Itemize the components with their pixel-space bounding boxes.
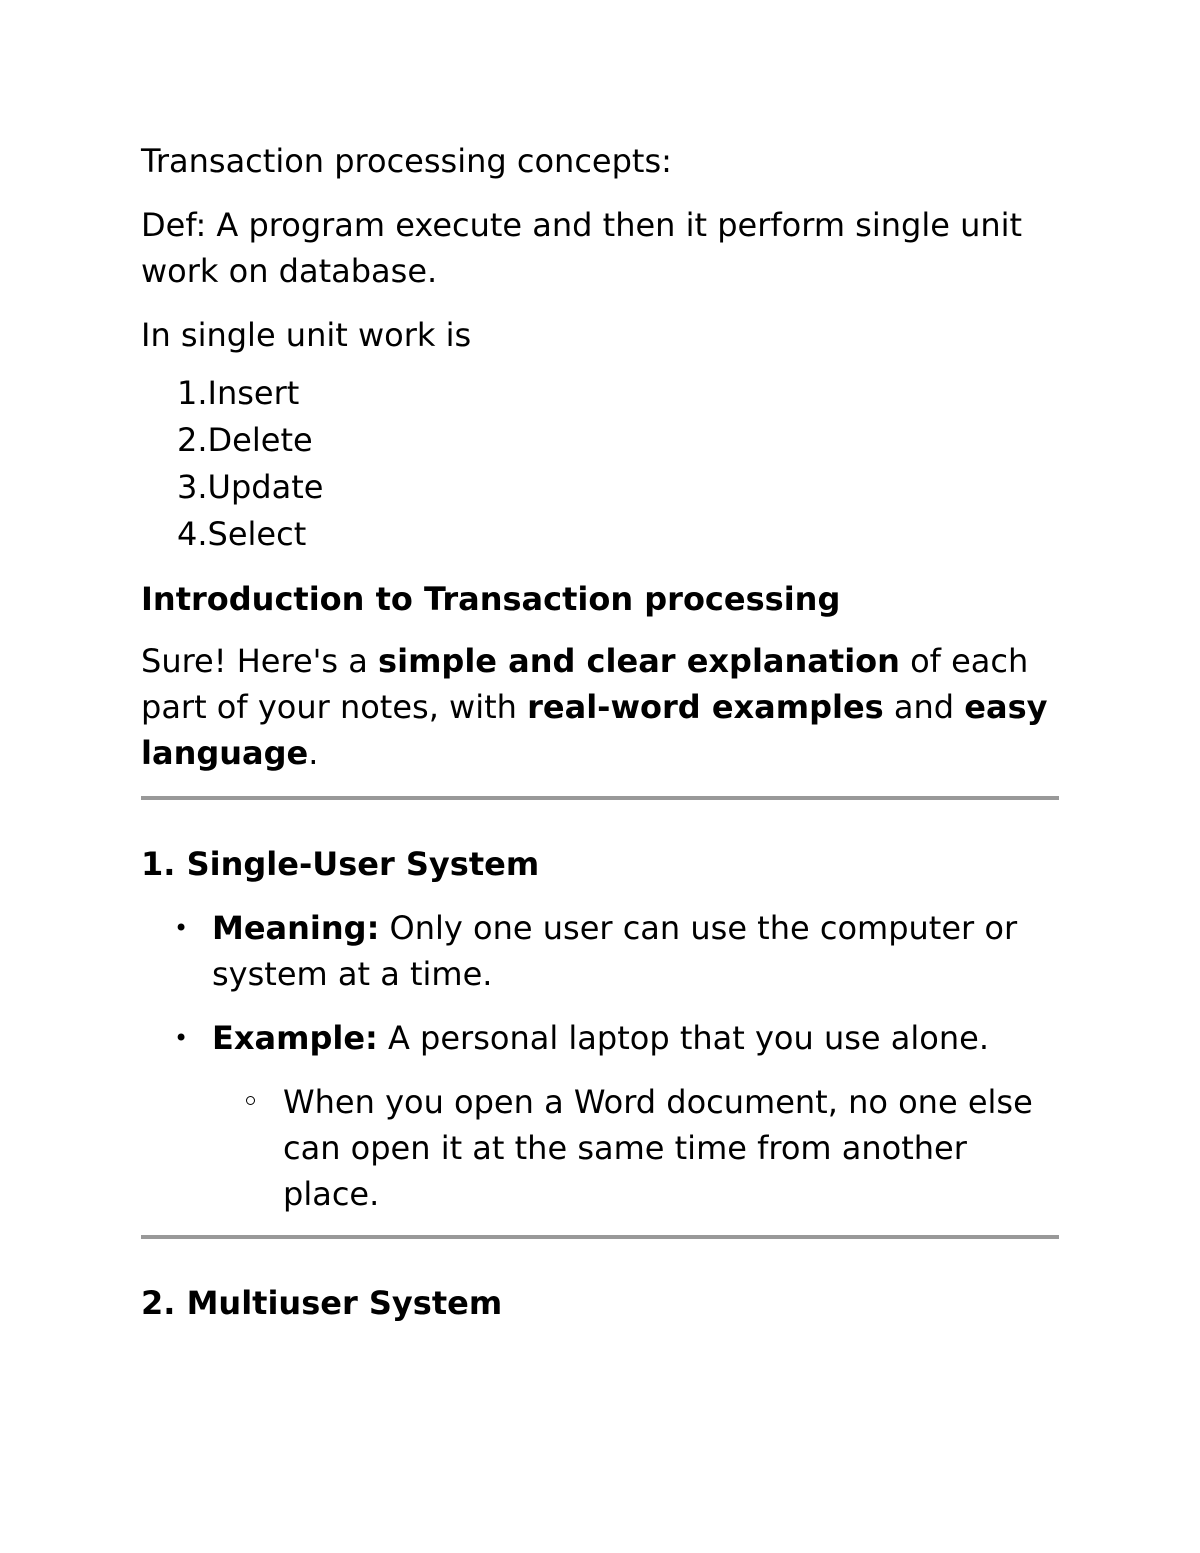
definition-text: Def: A program execute and then it perform single unit work on database. xyxy=(141,206,1023,290)
intro-paragraph xyxy=(141,638,1059,776)
intro-bold-part: easy language xyxy=(141,688,1048,772)
operation-item: 4.Select xyxy=(177,515,307,553)
sub-bullet-text: When you open a Word document, no one else can open it at the same time from another place. xyxy=(283,1083,1033,1213)
section-heading-multiuser: 2. Multiuser System xyxy=(141,1284,503,1322)
section-divider xyxy=(141,1235,1059,1239)
intro-bold-part: real-word examples xyxy=(527,688,884,726)
document-page xyxy=(141,138,1059,1344)
operation-item: 3.Update xyxy=(177,468,324,506)
operations-list xyxy=(141,370,1059,558)
intro-text-part: and xyxy=(883,688,965,726)
document-title: Transaction processing concepts: xyxy=(141,142,672,180)
bullet-text: Only one user can use the computer or system at a time. xyxy=(212,909,1018,993)
sub-bullet-item xyxy=(212,1079,1059,1217)
bullet-label: Example: xyxy=(212,1019,378,1057)
bullet-text: A personal laptop that you use alone. xyxy=(377,1019,989,1057)
single-user-bullets xyxy=(141,905,1059,1217)
intro-text-part: of each part of your notes, with xyxy=(141,642,1029,726)
intro-heading: Introduction to Transaction processing xyxy=(141,580,841,618)
bullet-example xyxy=(141,1015,1059,1217)
intro-bold-part: simple and clear explanation xyxy=(378,642,900,680)
hollow-bullet-icon xyxy=(246,1096,255,1105)
example-sub-bullets xyxy=(212,1079,1059,1217)
section-divider xyxy=(141,796,1059,800)
single-unit-intro: In single unit work is xyxy=(141,316,472,354)
intro-text-part: . xyxy=(308,734,319,772)
operation-item: 2.Delete xyxy=(177,421,313,459)
bullet-dot-icon: • xyxy=(174,1024,189,1052)
bullet-label: Meaning: xyxy=(212,909,380,947)
section-heading-single-user: 1. Single-User System xyxy=(141,845,540,883)
intro-text-part: Sure! Here's a xyxy=(141,642,379,680)
bullet-dot-icon: • xyxy=(174,914,189,942)
bullet-meaning xyxy=(141,905,1059,997)
operation-item: 1.Insert xyxy=(177,374,300,412)
